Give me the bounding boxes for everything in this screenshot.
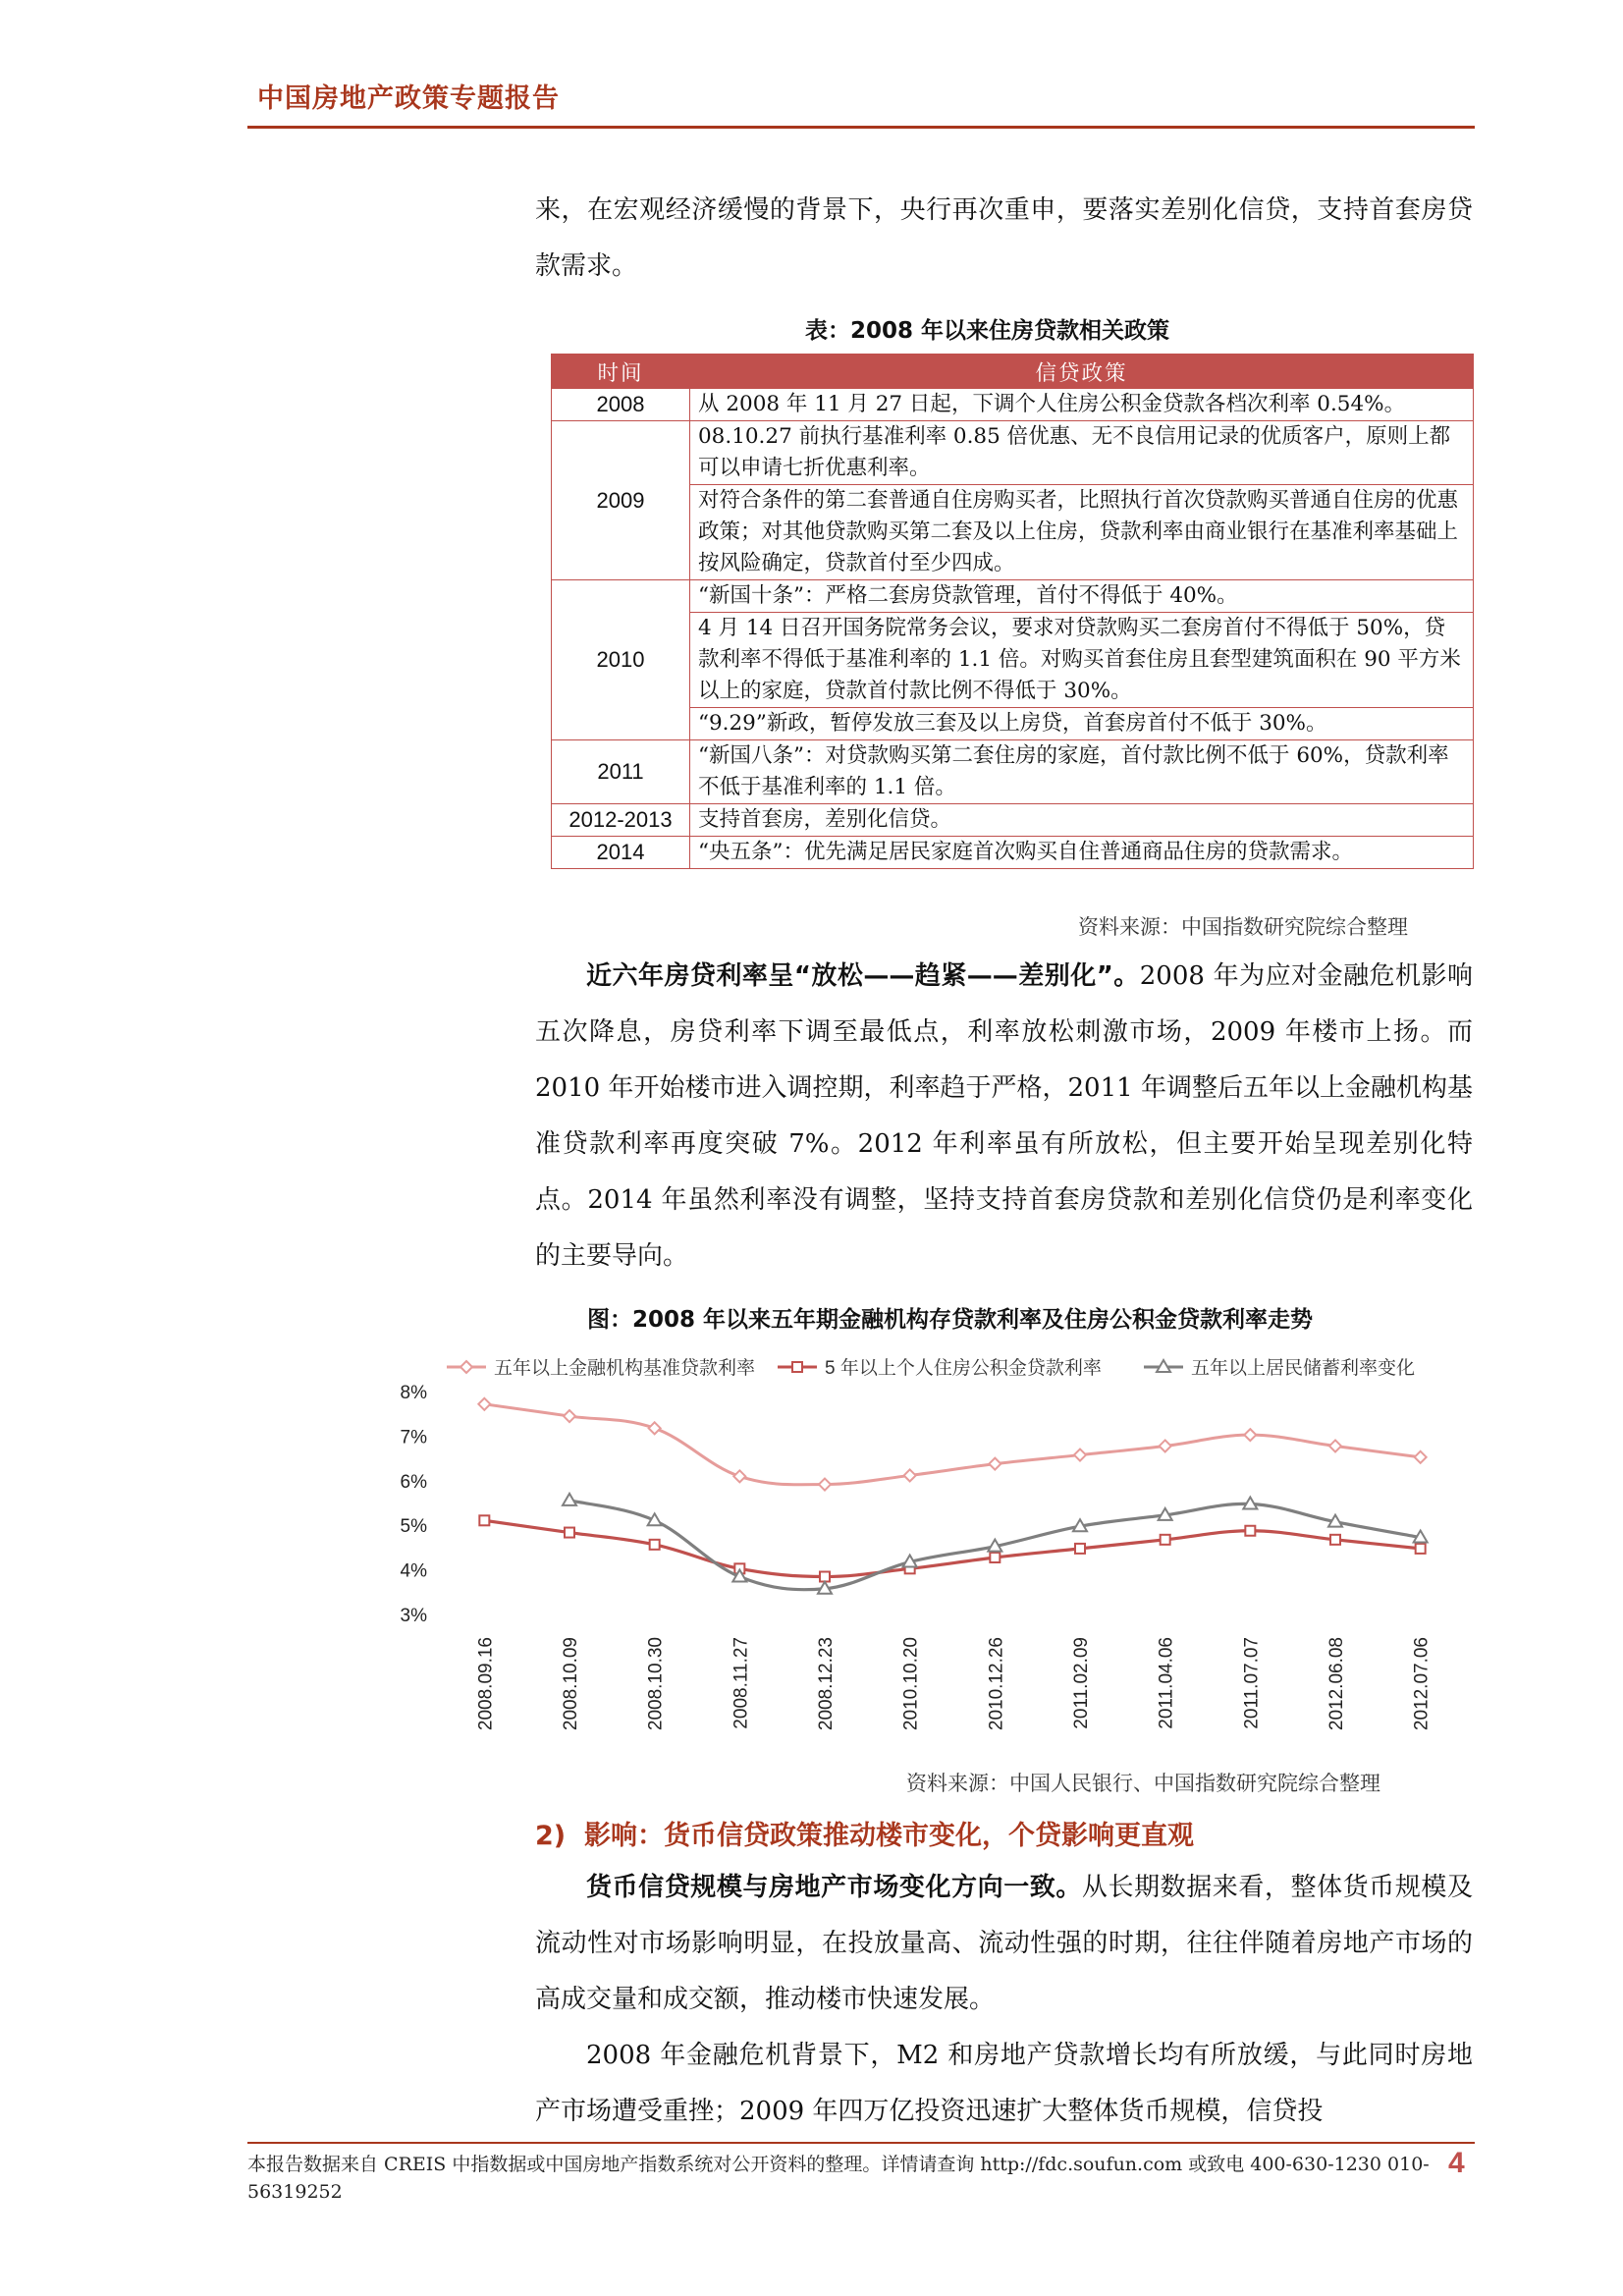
rate-paragraph-lead: 近六年房贷利率呈“放松——趋紧——差别化”。 bbox=[586, 961, 1140, 991]
table-cell-policy: 对符合条件的第二套普通自住房购买者，比照执行首次贷款购买普通自住房的优惠政策；对其他贷款购买第二套及以上住房，贷款利率由商业银行在基准利率基础上按风险确定，贷款首付至少四成。 bbox=[690, 485, 1474, 580]
data-point bbox=[1075, 1544, 1085, 1554]
table-row bbox=[552, 421, 1474, 485]
data-point bbox=[564, 1410, 575, 1422]
table-caption: 表：2008 年以来住房贷款相关政策 bbox=[805, 318, 1170, 344]
chart-legend bbox=[447, 1357, 1415, 1379]
x-tick-label: 2008.09.16 bbox=[475, 1637, 497, 1731]
y-tick-label: 7% bbox=[400, 1427, 427, 1449]
table-row bbox=[552, 389, 1474, 421]
table-row bbox=[552, 580, 1474, 613]
data-point bbox=[565, 1528, 574, 1538]
col-policy-header: 信贷政策 bbox=[690, 355, 1474, 389]
data-point bbox=[792, 1362, 802, 1372]
series-1 bbox=[478, 1398, 1426, 1491]
legend-label: 五年以上居民储蓄利率变化 bbox=[1191, 1358, 1416, 1379]
data-point bbox=[1245, 1526, 1255, 1536]
x-tick-label: 2011.07.07 bbox=[1241, 1637, 1263, 1729]
section-heading bbox=[535, 1814, 1194, 1852]
x-tick-label: 2008.11.27 bbox=[730, 1637, 752, 1729]
section-number: 2) bbox=[535, 1821, 567, 1851]
last-paragraph: 2008 年金融危机背景下，M2 和房地产贷款增长均有所放缓，与此同时房地产市场遭受重挫；2009 年四万亿投资迅速扩大整体货币规模，信贷投 bbox=[535, 2041, 1473, 2126]
data-point bbox=[989, 1458, 1001, 1470]
footer-rule bbox=[247, 2142, 1475, 2144]
data-point bbox=[1244, 1429, 1256, 1441]
data-point bbox=[1416, 1544, 1426, 1554]
y-tick-label: 4% bbox=[400, 1560, 427, 1582]
x-tick-label: 2011.04.06 bbox=[1156, 1637, 1177, 1729]
table-cell-policy: “9.29”新政，暂停发放三套及以上房贷，首套房首付不低于 30%。 bbox=[690, 708, 1474, 740]
x-tick-label: 2008.12.23 bbox=[816, 1637, 837, 1731]
table-row bbox=[552, 837, 1474, 869]
table-cell-policy: 从 2008 年 11 月 27 日起，下调个人住房公积金贷款各档次利率 0.54%。 bbox=[690, 389, 1474, 421]
data-point bbox=[1161, 1535, 1170, 1545]
legend-label: 5 年以上个人住房公积金贷款利率 bbox=[825, 1358, 1102, 1379]
rate-trend-chart bbox=[383, 1343, 1483, 1756]
table-header-row bbox=[552, 355, 1474, 389]
table-cell-year: 2011 bbox=[552, 740, 690, 804]
data-point bbox=[904, 1469, 916, 1481]
data-point bbox=[478, 1398, 490, 1410]
table-row bbox=[552, 613, 1474, 708]
x-tick-label: 2010.12.26 bbox=[986, 1637, 1007, 1731]
x-tick-label: 2008.10.30 bbox=[645, 1637, 667, 1731]
table-cell-year: 2010 bbox=[552, 580, 690, 740]
table-row bbox=[552, 740, 1474, 804]
data-point bbox=[479, 1515, 489, 1525]
policy-table bbox=[551, 354, 1474, 869]
x-tick-label: 2008.10.09 bbox=[561, 1637, 581, 1731]
table-cell-year: 2009 bbox=[552, 421, 690, 580]
table-row bbox=[552, 804, 1474, 837]
series-line bbox=[484, 1520, 1420, 1576]
series-line bbox=[484, 1404, 1420, 1485]
data-point bbox=[1074, 1449, 1086, 1461]
rate-paragraph bbox=[535, 949, 1473, 1285]
data-point bbox=[1330, 1535, 1340, 1545]
header-title: 中国房地产政策专题报告 bbox=[257, 83, 560, 114]
data-point bbox=[460, 1361, 472, 1373]
chart-series-lines bbox=[478, 1398, 1427, 1594]
rate-paragraph-body: 2008 年为应对金融危机影响五次降息，房贷利率下调至最低点，利率放松刺激市场，2009 年楼市上扬。而 2010 年开始楼市进入调控期，利率趋于严格，2011 年调整后五年以上金融机构基准贷款利率再度突破 7%。2012 年利率虽有所放松，但主要开始呈现差别化特点。2014 年虽然利率没有调整，坚持支持首套房贷款和差别化信贷仍是利率变化的主要导向。 bbox=[535, 961, 1473, 1271]
table-cell-policy: “新国八条”：对贷款购买第二套住房的家庭，首付款比例不低于 60%，贷款利率不低于基准利率的 1.1 倍。 bbox=[690, 740, 1474, 804]
data-point bbox=[733, 1470, 745, 1482]
data-point bbox=[1329, 1440, 1341, 1451]
legend-label: 五年以上金融机构基准贷款利率 bbox=[494, 1358, 756, 1379]
money-paragraph bbox=[535, 1860, 1473, 2028]
y-tick-label: 5% bbox=[400, 1516, 427, 1538]
y-tick-label: 8% bbox=[400, 1383, 427, 1403]
data-point bbox=[1415, 1451, 1427, 1463]
table-row bbox=[552, 485, 1474, 580]
table-cell-policy: 08.10.27 前执行基准利率 0.85 倍优惠、无不良信用记录的优质客户，原则上都可以申请七折优惠利率。 bbox=[690, 421, 1474, 485]
chart-x-axis bbox=[475, 1637, 1432, 1730]
money-paragraph-body: 从长期数据来看，整体货币规模及流动性对市场影响明显，在投放量高、流动性强的时期，往往伴随着房地产市场的高成交量和成交额，推动楼市快速发展。 bbox=[535, 1873, 1473, 2014]
data-point bbox=[563, 1494, 576, 1505]
chart-y-axis bbox=[401, 1383, 428, 1626]
series-3 bbox=[563, 1494, 1428, 1594]
chart-source: 资料来源：中国人民银行、中国指数研究院综合整理 bbox=[906, 1772, 1380, 1795]
table-row bbox=[552, 708, 1474, 740]
page-number: 4 bbox=[1448, 2147, 1465, 2179]
y-tick-label: 3% bbox=[400, 1606, 427, 1626]
table-cell-year: 2008 bbox=[552, 389, 690, 421]
x-tick-label: 2011.02.09 bbox=[1071, 1637, 1092, 1729]
data-point bbox=[649, 1422, 661, 1434]
y-tick-label: 6% bbox=[400, 1471, 427, 1493]
header-rule bbox=[247, 126, 1475, 129]
table-source: 资料来源：中国指数研究院综合整理 bbox=[1078, 915, 1408, 939]
data-point bbox=[990, 1553, 1000, 1562]
x-tick-label: 2012.06.08 bbox=[1326, 1637, 1347, 1731]
table-cell-policy: “新国十条”：严格二套房贷款管理，首付不得低于 40%。 bbox=[690, 580, 1474, 613]
data-point bbox=[650, 1540, 660, 1550]
table-cell-policy: “央五条”：优先满足居民家庭首次购买自住普通商品住房的贷款需求。 bbox=[690, 837, 1474, 869]
series-2 bbox=[479, 1515, 1425, 1581]
section-title: 影响：货币信贷政策推动楼市变化，个贷影响更直观 bbox=[583, 1821, 1194, 1851]
col-time-header: 时间 bbox=[552, 355, 690, 389]
chart-caption: 图：2008 年以来五年期金融机构存贷款利率及住房公积金贷款利率走势 bbox=[587, 1307, 1314, 1333]
table-cell-year: 2012-2013 bbox=[552, 804, 690, 837]
data-point bbox=[819, 1479, 831, 1491]
intro-paragraph: 来，在宏观经济缓慢的背景下，央行再次重申，要落实差别化信贷，支持首套房贷款需求。 bbox=[535, 195, 1473, 281]
x-tick-label: 2010.10.20 bbox=[900, 1637, 922, 1731]
table-cell-policy: 支持首套房，差别化信贷。 bbox=[690, 804, 1474, 837]
data-point bbox=[1160, 1440, 1171, 1451]
table-cell-year: 2014 bbox=[552, 837, 690, 869]
table-cell-policy: 4 月 14 日召开国务院常务会议，要求对贷款购买二套房首付不得低于 50%，贷款利率不得低于基准利率的 1.1 倍。对购买首套住房且套型建筑面积在 90 平方米以上的家庭，贷款首付款比例不得低于 30%。 bbox=[690, 613, 1474, 708]
x-tick-label: 2012.07.06 bbox=[1411, 1637, 1433, 1731]
money-paragraph-lead: 货币信贷规模与房地产市场变化方向一致。 bbox=[586, 1873, 1082, 1902]
footer-text: 本报告数据来自 CREIS 中指数据或中国房地产指数系统对公开资料的整理。详情请查询 http://fdc.soufun.com 或致电 400-630-1230 010-56319252 bbox=[247, 2154, 1430, 2203]
